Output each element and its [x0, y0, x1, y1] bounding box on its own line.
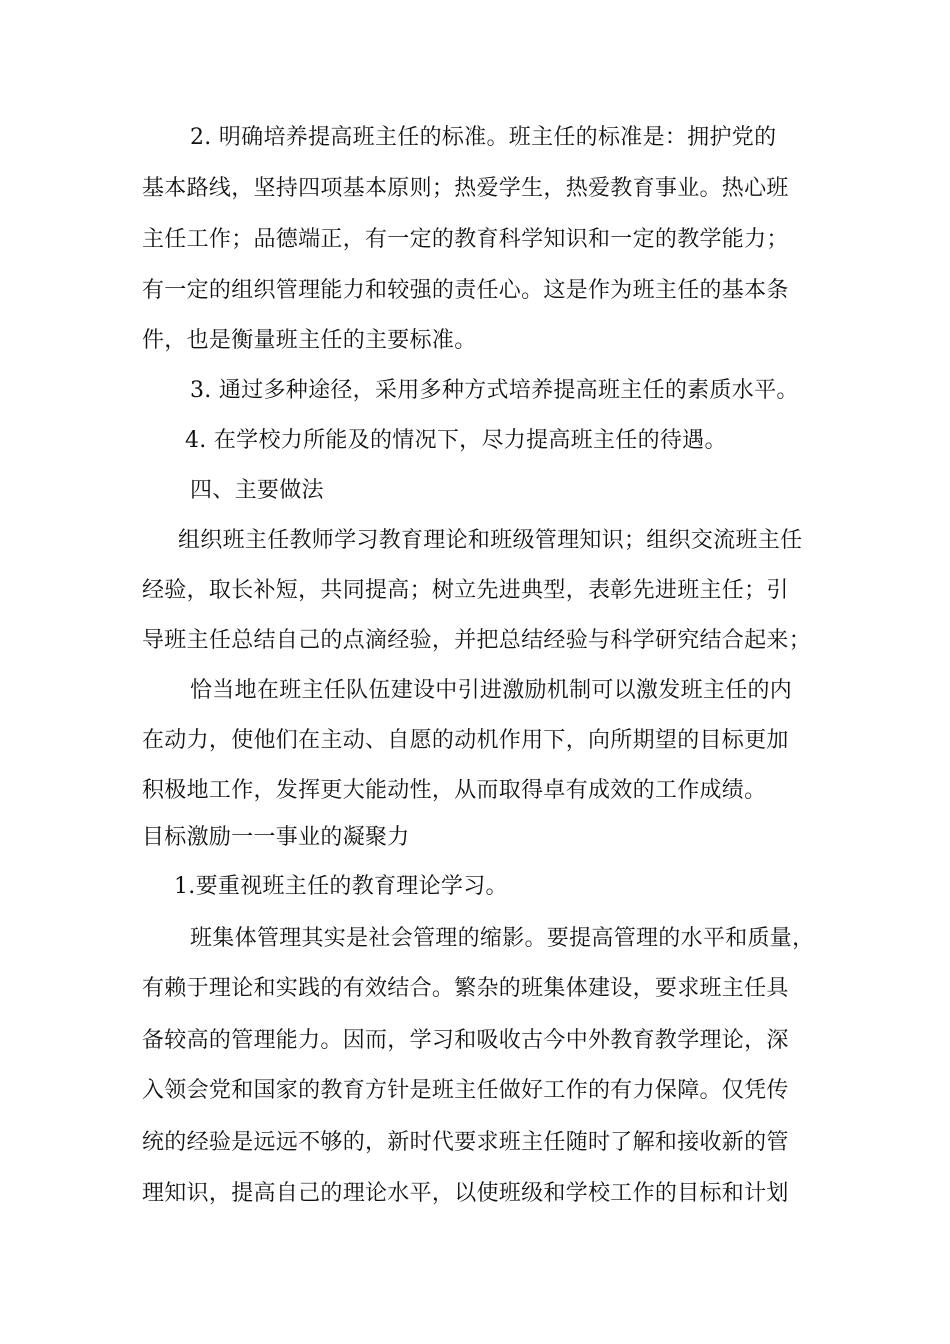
- section-heading: 四、主要做法: [190, 478, 324, 503]
- text-line: 入领会党和国家的教育方针是班主任做好工作的有力保障。仅凭传: [142, 1078, 789, 1103]
- text-line: 恰当地在班主任队伍建设中引进激励机制可以激发班主任的内: [190, 678, 793, 703]
- text-line: 备较高的管理能力。因而，学习和吸收古今中外教育教学理论，深: [142, 1028, 789, 1053]
- text-line: 经验，取长补短，共同提高；树立先进典型，表彰先进班主任；引: [142, 578, 789, 603]
- text-line: 积极地工作，发挥更大能动性，从而取得卓有成效的工作成绩。: [142, 778, 767, 803]
- text-line: 3. 通过多种途径，采用多种方式培养提高班主任的素质水平。: [190, 378, 799, 403]
- text-line: 件，也是衡量班主任的主要标准。: [142, 328, 477, 353]
- subheading: 目标激励一一事业的凝聚力: [142, 825, 410, 850]
- text-line: 班集体管理其实是社会管理的缩影。要提高管理的水平和质量，: [190, 926, 815, 951]
- text-line: 主任工作；品德端正，有一定的教育科学知识和一定的教学能力；: [142, 227, 789, 252]
- list-item: 1.要重视班主任的教育理论学习。: [174, 874, 508, 899]
- text-line: 2. 明确培养提高班主任的标准。班主任的标准是：拥护党的: [190, 125, 777, 150]
- text-line: 有一定的组织管理能力和较强的责任心。这是作为班主任的基本条: [142, 278, 789, 303]
- text-line: 组织班主任教师学习教育理论和班级管理知识；组织交流班主任: [178, 528, 803, 553]
- text-line: 有赖于理论和实践的有效结合。繁杂的班集体建设，要求班主任具: [142, 976, 789, 1001]
- text-line: 基本路线，坚持四项基本原则；热爱学生，热爱教育事业。热心班: [142, 176, 789, 201]
- text-line: 理知识，提高自己的理论水平，以使班级和学校工作的目标和计划: [142, 1181, 789, 1206]
- text-line: 导班主任总结自己的点滴经验，并把总结经验与科学研究结合起来；: [142, 628, 812, 653]
- text-line: 统的经验是远远不够的，新时代要求班主任随时了解和接收新的管: [142, 1130, 789, 1155]
- text-line: 在动力，使他们在主动、自愿的动机作用下，向所期望的目标更加: [142, 728, 789, 753]
- text-line: 4. 在学校力所能及的情况下，尽力提高班主任的待遇。: [185, 428, 727, 453]
